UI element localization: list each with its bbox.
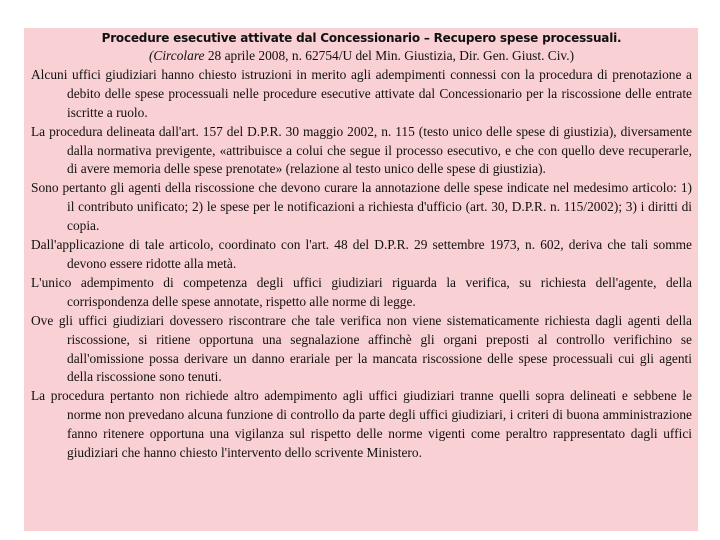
paragraph: Ove gli uffici giudiziari dovessero riscontrare che tale verifica non viene sistematicamente richiesta dagli agenti della riscossione, si ritiene opportuna una segnalazione affinchè gli organi preposti al controllo verifichino se dall'omissione possa derivare un danno erariale per la mancata riscossione delle spese processuali cui gli agenti della riscossione sono tenuti. [31,312,692,385]
subtitle-rest: 28 aprile 2008, n. 62754/U del Min. Giustizia, Dir. Gen. Giust. Civ.) [204,48,575,63]
document-title: Procedure esecutive attivate dal Concessionario – Recupero spese processuali. [101,31,622,45]
paragraph: Dall'applicazione di tale articolo, coordinato con l'art. 48 del D.P.R. 29 settembre 1973, n. 602, deriva che tali somme devono essere ridotte alla metà. [31,237,692,271]
paragraph: La procedura delineata dall'art. 157 del D.P.R. 30 maggio 2002, n. 115 (testo unico delle spese di giustizia), diversamente dalla normativa previgente, «attribuisce a colui che segue il processo esecutivo, e che con quello deve recuperarle, di avere memoria delle spese prenotate» (relazione al testo unico delle spese di giustizia). [31,123,692,177]
document-subtitle [31,47,692,66]
paragraph: Alcuni uffici giudiziari hanno chiesto istruzioni in merito agli adempimenti connessi con la procedura di prenotazione a debito delle spese processuali nelle procedure esecutive attivate dal Concessionario per la riscossione delle entrate iscritte a ruolo. [31,66,692,120]
paragraph: L'unico adempimento di competenza degli uffici giudiziari riguarda la verifica, su richiesta dell'agente, della corrispondenza delle spese annotate, rispetto alle norme di legge. [31,274,692,309]
paragraph: Sono pertanto gli agenti della riscossione che devono curare la annotazione delle spese indicate nel medesimo articolo: 1) il contributo unificato; 2) le spese per le notificazioni a richiesta d'ufficio (art. 30, D.P.R. n. 115/2002); 3) i diritti di copia. [31,180,692,234]
subtitle-lead: (Circolare [148,48,205,63]
document-panel [24,28,698,531]
paragraph: La procedura pertanto non richiede altro adempimento agli uffici giudiziari tranne quelli sopra delineati e sebbene le norme non prevedano alcuna funzione di controllo da parte degli uffici giudiziari, i criteri di buona amministrazione fanno ritenere opportuna una vigilanza sul rispetto delle norme vigenti come peraltro rappresentato dagli uffici giudiziari che hanno chiesto l'intervento dello scrivente Ministero. [31,388,692,461]
